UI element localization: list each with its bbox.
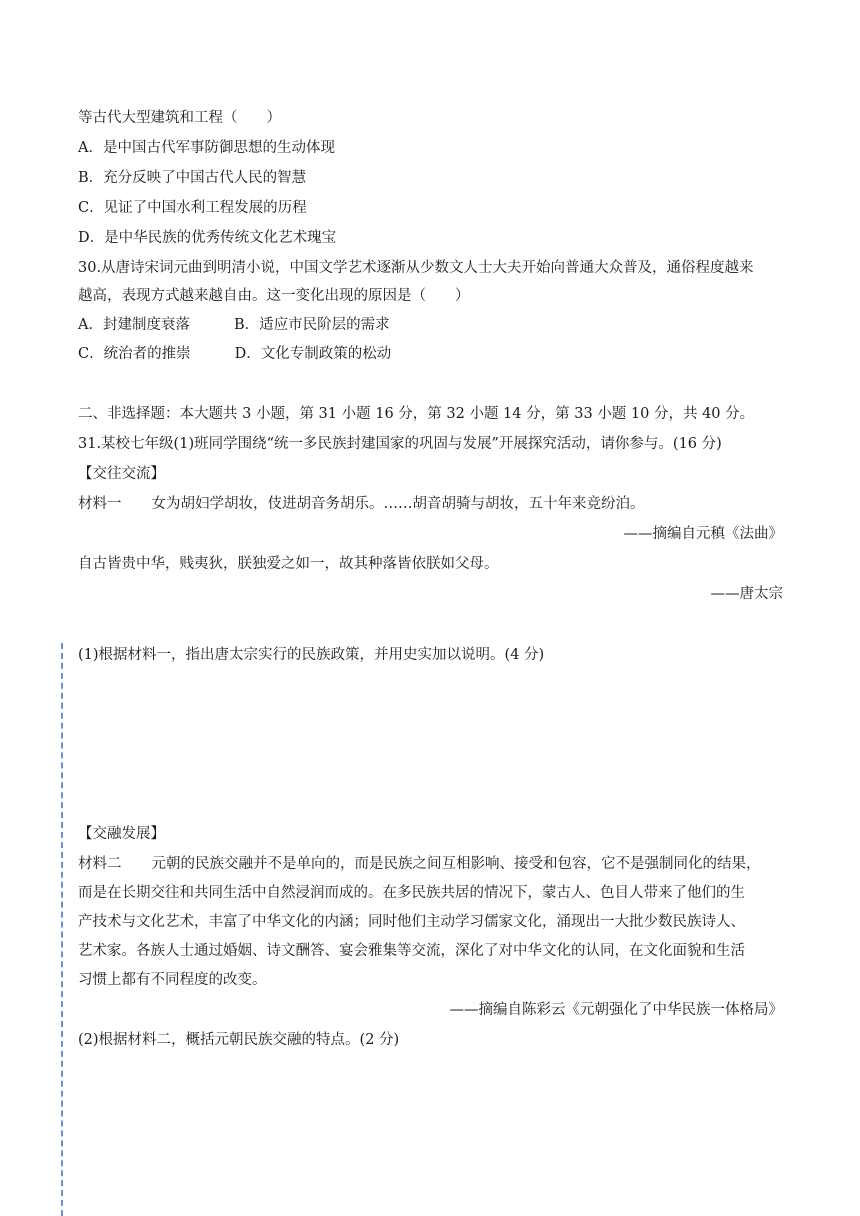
q30-option-a: A．封建制度衰落 — [78, 317, 190, 333]
material1b-source: ——唐太宗 — [710, 586, 783, 602]
sub-question-1: (1)根据材料一，指出唐太宗实行的民族政策，并用史实加以说明。(4 分) — [78, 647, 545, 663]
material1-label: 材料一 — [78, 496, 122, 512]
material2-line4: 艺术家。各族人士通过婚姻、诗文酬答、宴会雅集等交流，深化了对中华文化的认同，在文化面貌和生活 — [78, 943, 745, 959]
q30-stem-line2: 越高，表现方式越来越自由。这一变化出现的原因是（ ） — [78, 288, 470, 304]
q29-option-d: D．是中华民族的优秀传统文化艺术瑰宝 — [78, 230, 337, 246]
material1b-text: 自古皆贵中华，贱夷狄，朕独爱之如一，故其种落皆依朕如父母。 — [78, 556, 499, 572]
section2-title: 二、非选择题：本大题共 3 小题，第 31 小题 16 分，第 32 小题 14 分，第 33 小题 10 分，共 40 分。 — [78, 406, 755, 422]
material1-source: ——摘编自元稹《法曲》 — [623, 526, 783, 542]
material1-text: 女为胡妇学胡妆，伎进胡音务胡乐。……胡音胡骑与胡妆，五十年来竞纷泊。 — [151, 496, 645, 512]
q29-option-b: B．充分反映了中国古代人民的智慧 — [78, 170, 307, 186]
q31-stem: 31.某校七年级(1)班同学围绕“统一多民族封建国家的巩固与发展”开展探究活动，请你参与。(16 分) — [78, 436, 722, 452]
q29-option-c: C．见证了中国水利工程发展的历程 — [78, 200, 307, 216]
material2-source: ——摘编自陈彩云《元朝强化了中华民族一体格局》 — [449, 1002, 783, 1018]
q29-stem-tail: 等古代大型建筑和工程（ ） — [78, 110, 281, 126]
part1-heading: 【交往交流】 — [78, 466, 165, 482]
sub-question-2: (2)根据材料二，概括元朝民族交融的特点。(2 分) — [78, 1032, 400, 1048]
material2-label: 材料二 — [78, 856, 122, 872]
binding-margin-line — [61, 643, 63, 1216]
material1 — [78, 494, 783, 514]
part2-heading: 【交融发展】 — [78, 826, 165, 842]
q30-option-b: B．适应市民阶层的需求 — [233, 317, 390, 333]
q30-option-d: D．文化专制政策的松动 — [234, 346, 392, 362]
material2-line1 — [78, 854, 783, 874]
material2-line2: 而是在长期交往和共同生活中自然浸润而成的。在多民族共居的情况下，蒙古人、色目人带来了他们的生 — [78, 885, 745, 901]
q30-options-row2 — [78, 344, 783, 364]
material2-text-1: 元朝的民族交融并不是单向的，而是民族之间互相影响、接受和包容，它不是强制同化的结果， — [151, 856, 761, 872]
q30-option-c: C．统治者的推崇 — [78, 346, 191, 362]
q29-option-a: A．是中国古代军事防御思想的生动体现 — [78, 140, 335, 156]
material2-line5: 习惯上都有不同程度的改变。 — [78, 972, 267, 988]
q30-options-row1 — [78, 315, 783, 335]
q30-stem-line1: 30.从唐诗宋词元曲到明清小说，中国文学艺术逐渐从少数文人士大夫开始向普通大众普及，通俗程度越来 — [78, 260, 754, 276]
material2-line3: 产技术与文化艺术，丰富了中华文化的内涵；同时他们主动学习儒家文化，涌现出一大批少数民族诗人、 — [78, 914, 745, 930]
